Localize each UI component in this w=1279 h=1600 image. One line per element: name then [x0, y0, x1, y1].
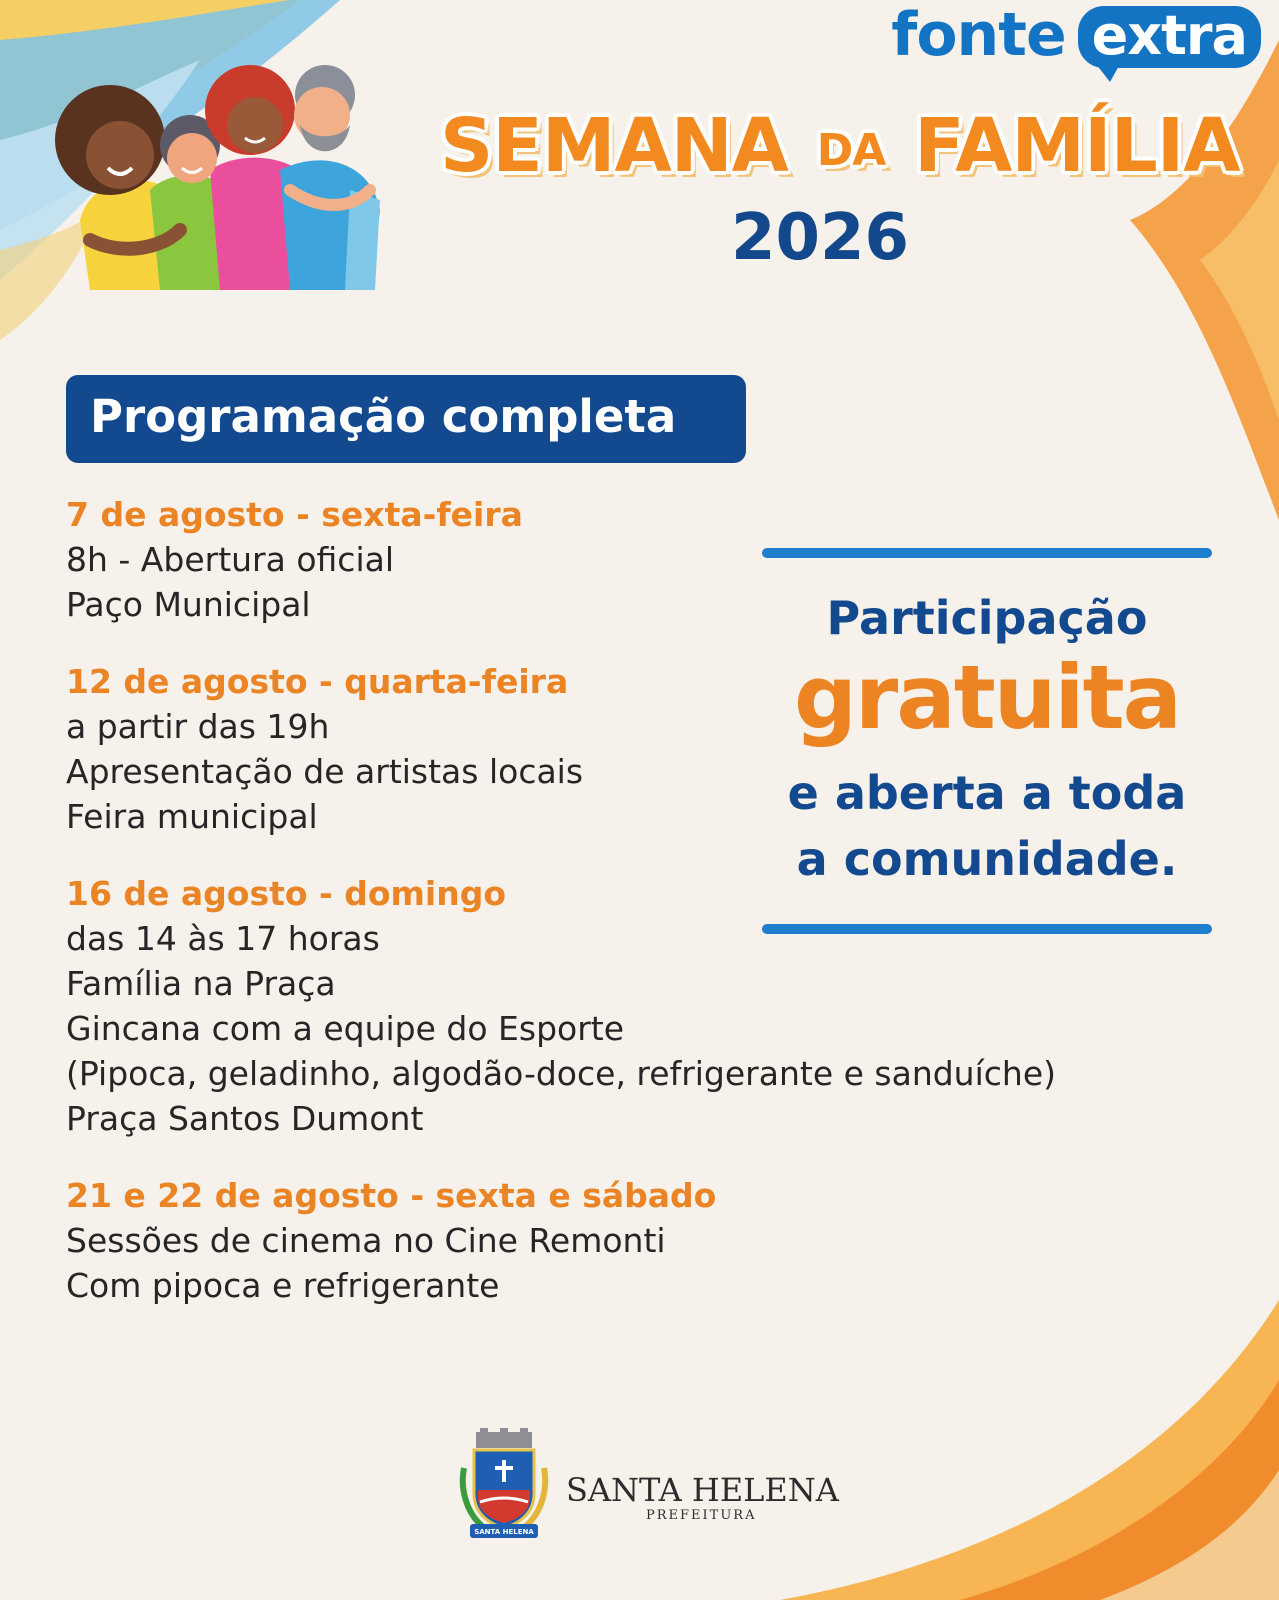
event-detail: Com pipoca e refrigerante: [66, 1266, 500, 1305]
speech-bubble-tail-icon: [1096, 64, 1120, 82]
event-item: [66, 1173, 1226, 1308]
title-word-semana: SEMANA: [440, 103, 788, 189]
free-participation-callout: [762, 548, 1212, 934]
event-detail: Sessões de cinema no Cine Remonti: [66, 1221, 666, 1260]
title-year: 2026: [730, 201, 910, 275]
brand-extra-text: extra: [1078, 6, 1261, 68]
event-date: 12 de agosto - quarta-feira: [66, 662, 569, 701]
page-title: [440, 98, 1240, 199]
event-detail: Praça Santos Dumont: [66, 1099, 424, 1138]
seal-text: SANTA HELENA: [474, 1528, 534, 1536]
title-word-familia: FAMÍLIA: [914, 103, 1240, 189]
event-detail: (Pipoca, geladinho, algodão-doce, refrigerante e sanduíche): [66, 1054, 1056, 1093]
event-date: 7 de agosto - sexta-feira: [66, 495, 523, 534]
divider: [762, 924, 1212, 934]
event-detail: a partir das 19h: [66, 707, 330, 746]
event-detail: das 14 às 17 horas: [66, 919, 380, 958]
event-detail: Paço Municipal: [66, 585, 311, 624]
city-name: SANTA HELENA: [566, 1471, 839, 1509]
event-detail: Gincana com a equipe do Esporte: [66, 1009, 625, 1048]
city-hall-label: PREFEITURA: [646, 1508, 757, 1523]
brand-extra-bubble: [1078, 2, 1261, 68]
event-detail: Família na Praça: [66, 964, 336, 1003]
section-badge-label: Programação completa: [90, 390, 677, 443]
title-word-da: DA: [816, 125, 886, 176]
coat-of-arms-icon: [456, 1428, 552, 1540]
callout-line-aberta: e aberta a toda: [787, 766, 1187, 820]
family-illustration: [50, 40, 390, 300]
event-detail: Feira municipal: [66, 797, 318, 836]
callout-line-participacao: Participação: [826, 591, 1148, 645]
brand-logo: [891, 2, 1261, 78]
event-date: 21 e 22 de agosto - sexta e sábado: [66, 1176, 717, 1215]
callout-line-gratuita: gratuita: [793, 646, 1181, 749]
divider: [762, 548, 1212, 558]
footer-city-logo: [456, 1428, 839, 1540]
event-detail: 8h - Abertura oficial: [66, 540, 395, 579]
callout-line-comunidade: a comunidade.: [796, 832, 1178, 886]
event-detail: Apresentação de artistas locais: [66, 752, 584, 791]
brand-fonte-text: fonte: [891, 0, 1066, 70]
event-date: 16 de agosto - domingo: [66, 874, 507, 913]
section-badge: [66, 375, 746, 463]
